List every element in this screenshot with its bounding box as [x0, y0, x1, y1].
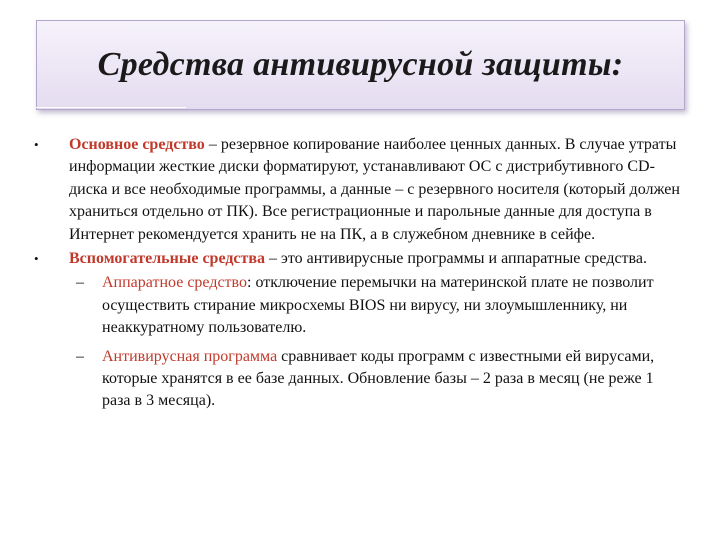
term-antivirus: Антивирусная программа [102, 347, 278, 365]
sublist-item-hardware [34, 272, 684, 339]
list-item-aux-tools [34, 248, 684, 270]
list-item-main-tool [34, 134, 684, 246]
bullet-icon: • [34, 251, 39, 267]
text-antivirus: сравнивает коды программ с известными ей вирусами, которые хранятся в ее базе данных. Обновление базы – 2 раза в месяц (не реже 1 раза в 3 месяца). [102, 347, 655, 410]
bullet-icon: • [34, 137, 39, 152]
title-underline [36, 107, 186, 108]
sublist-item-antivirus [34, 346, 684, 413]
text-hardware: : отключение перемычки на материнской плате не позволит осуществить стирание микросхемы BIOS ни вирусу, ни злоумышленнику, ни неаккуратному пользователю. [102, 274, 654, 337]
text-aux-tools: – это антивирусные программы и аппаратные средства. [265, 250, 647, 268]
slide-title: Средства антивирусной защиты: [97, 46, 624, 83]
term-main-tool: Основное средство [69, 136, 205, 153]
title-box [36, 20, 685, 110]
text-main-tool: – резервное копирование наиболее ценных данных. В случае утраты информации жесткие диски форматируют, устанавливают ОС с дистрибутивного CD-диска и все необходимые программы, а данные – с резервного носителя (который должен храниться отдельно от ПК). Все регистрационные и парольные данные для доступа в Интернет рекомендуется хранить не на ПК, а в служебном дневнике в сейфе. [69, 136, 680, 243]
slide-content [34, 134, 684, 419]
term-hardware: Аппаратное средство [102, 274, 247, 292]
term-aux-tools: Вспомогательные средства [69, 250, 266, 268]
dash-icon: – [76, 347, 84, 365]
dash-icon: – [76, 274, 84, 292]
